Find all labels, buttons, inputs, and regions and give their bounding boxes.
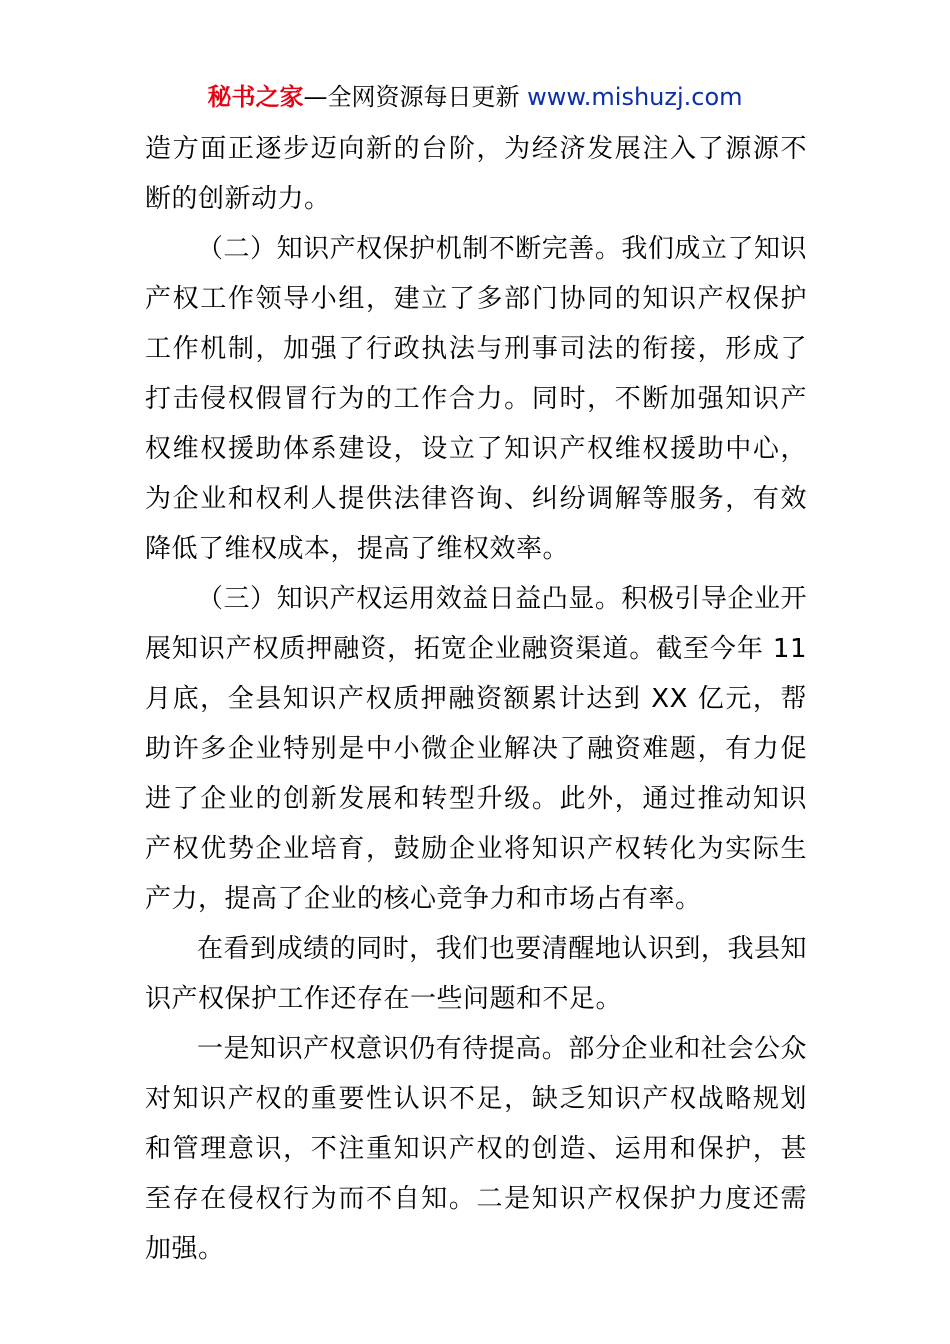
site-url-link[interactable]: www.mishuzj.com <box>527 83 743 111</box>
document-body <box>145 124 807 1274</box>
paragraph-utilization-benefits: （三）知识产权运用效益日益凸显。积极引导企业开展知识产权质押融资，拓宽企业融资渠道。截至今年 11 月底，全县知识产权质押融资额累计达到 XX 亿元，帮助许多企业特别是中小微企业解决了融资难题，有力促进了企业的创新发展和转型升级。此外，通过推动知识产权优势企业培育，鼓励企业将知识产权转化为实际生产力，提高了企业的核心竞争力和市场占有率。 <box>145 584 807 914</box>
brand-name: 秘书之家 <box>207 83 304 111</box>
paragraph-continuation: 造方面正逐步迈向新的台阶，为经济发展注入了源源不断的创新动力。 <box>145 134 807 214</box>
paragraph-protection-mechanism: （二）知识产权保护机制不断完善。我们成立了知识产权工作领导小组，建立了多部门协同的知识产权保护工作机制，加强了行政执法与刑事司法的衔接，形成了打击侵权假冒行为的工作合力。同时，不断加强知识产权维权援助体系建设，设立了知识产权维权援助中心，为企业和权利人提供法律咨询、纠纷调解等服务，有效降低了维权成本，提高了维权效率。 <box>145 234 807 564</box>
site-header <box>0 80 950 114</box>
paragraph-problems-intro: 在看到成绩的同时，我们也要清醒地认识到，我县知识产权保护工作还存在一些问题和不足。 <box>145 934 807 1014</box>
paragraph-problems-detail: 一是知识产权意识仍有待提高。部分企业和社会公众对知识产权的重要性认识不足，缺乏知识产权战略规划和管理意识，不注重知识产权的创造、运用和保护，甚至存在侵权行为而不自知。二是知识产权保护力度还需加强。 <box>145 1034 807 1264</box>
header-tagline: —全网资源每日更新 <box>303 83 528 111</box>
